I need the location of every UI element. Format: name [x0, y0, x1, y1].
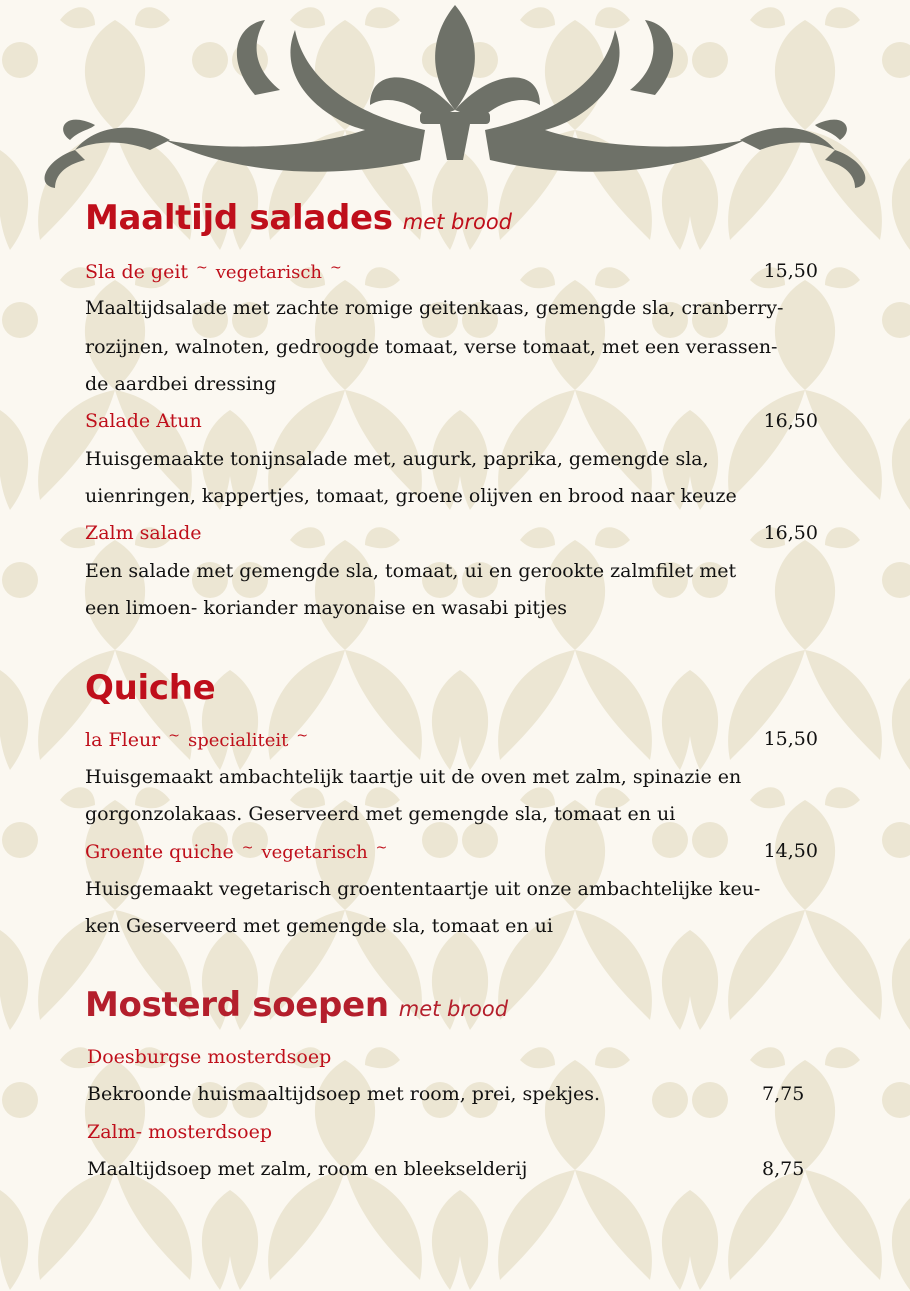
item-description-line: uienringen, kappertjes, tomaat, groene olijven en brood naar keuze — [85, 485, 737, 507]
section-title-quiche — [85, 668, 215, 708]
item-name: Salade Atun — [85, 410, 202, 432]
item-description-line: Maaltijdsoep met zalm, room en bleekselderij — [87, 1158, 528, 1180]
item-price: 15,50 — [763, 728, 818, 750]
item-description-line: een limoen- koriander mayonaise en wasabi pitjes — [85, 597, 567, 619]
menu-item-zalm-salade — [85, 522, 818, 552]
item-name: Zalm salade — [85, 522, 202, 544]
section-subtitle: met brood — [398, 997, 509, 1021]
item-name: Groente quiche — [85, 841, 234, 863]
menu-item-doesburgse-mosterdsoep — [87, 1046, 820, 1076]
section-title-salades — [85, 198, 512, 238]
item-description-line: Maaltijdsalade met zachte romige geitenkaas, gemengde sla, cranberry- — [85, 297, 784, 319]
item-description-line: Een salade met gemengde sla, tomaat, ui en gerookte zalmfilet met — [85, 560, 737, 582]
item-name: Zalm- mosterdsoep — [87, 1121, 273, 1143]
menu-item-zalm-mosterdsoep — [87, 1121, 820, 1151]
item-name: Sla de geit — [85, 261, 189, 283]
section-title-text: Maaltijd salades — [85, 198, 393, 238]
item-price: 15,50 — [763, 260, 818, 282]
section-title-text: Mosterd soepen — [85, 985, 389, 1025]
section-title-text: Quiche — [85, 668, 216, 708]
item-description-line: de aardbei dressing — [85, 373, 277, 395]
item-name: la Fleur — [85, 729, 161, 751]
item-tag: specialiteit — [188, 730, 289, 751]
item-price: 8,75 — [762, 1158, 805, 1180]
menu-item-la-fleur: la Fleur ~ specialiteit ~ 15,50 — [85, 728, 818, 751]
item-price: 14,50 — [763, 840, 818, 862]
item-description-line: ken Geserveerd met gemengde sla, tomaat en ui — [85, 915, 553, 937]
item-description-line: Bekroonde huismaaltijdsoep met room, prei, spekjes. — [87, 1083, 601, 1105]
item-description-line: Huisgemaakt ambachtelijk taartje uit de oven met zalm, spinazie en — [85, 766, 742, 788]
item-price: 7,75 — [762, 1083, 805, 1105]
item-tag: vegetarisch — [215, 262, 322, 283]
item-description-line: gorgonzolakaas. Geserveerd met gemengde sla, tomaat en ui — [85, 803, 676, 825]
section-title-soepen — [85, 985, 508, 1025]
section-subtitle: met brood — [402, 210, 513, 234]
item-name: Doesburgse mosterdsoep — [87, 1046, 332, 1068]
item-price: 16,50 — [763, 522, 818, 544]
item-tag: vegetarisch — [261, 842, 368, 863]
menu-item-salade-atun — [85, 410, 818, 440]
item-description-line: Huisgemaakt vegetarisch groententaartje uit onze ambachtelijke keu- — [85, 878, 761, 900]
item-description-line: rozijnen, walnoten, gedroogde tomaat, verse tomaat, met een verassen- — [85, 336, 778, 358]
item-price: 16,50 — [763, 410, 818, 432]
menu-item-sla-de-geit: Sla de geit ~ vegetarisch ~ 15,50 — [85, 260, 818, 283]
menu-item-groente-quiche: Groente quiche ~ vegetarisch ~ 14,50 — [85, 840, 818, 863]
item-description-line: Huisgemaakte tonijnsalade met, augurk, paprika, gemengde sla, — [85, 448, 709, 470]
